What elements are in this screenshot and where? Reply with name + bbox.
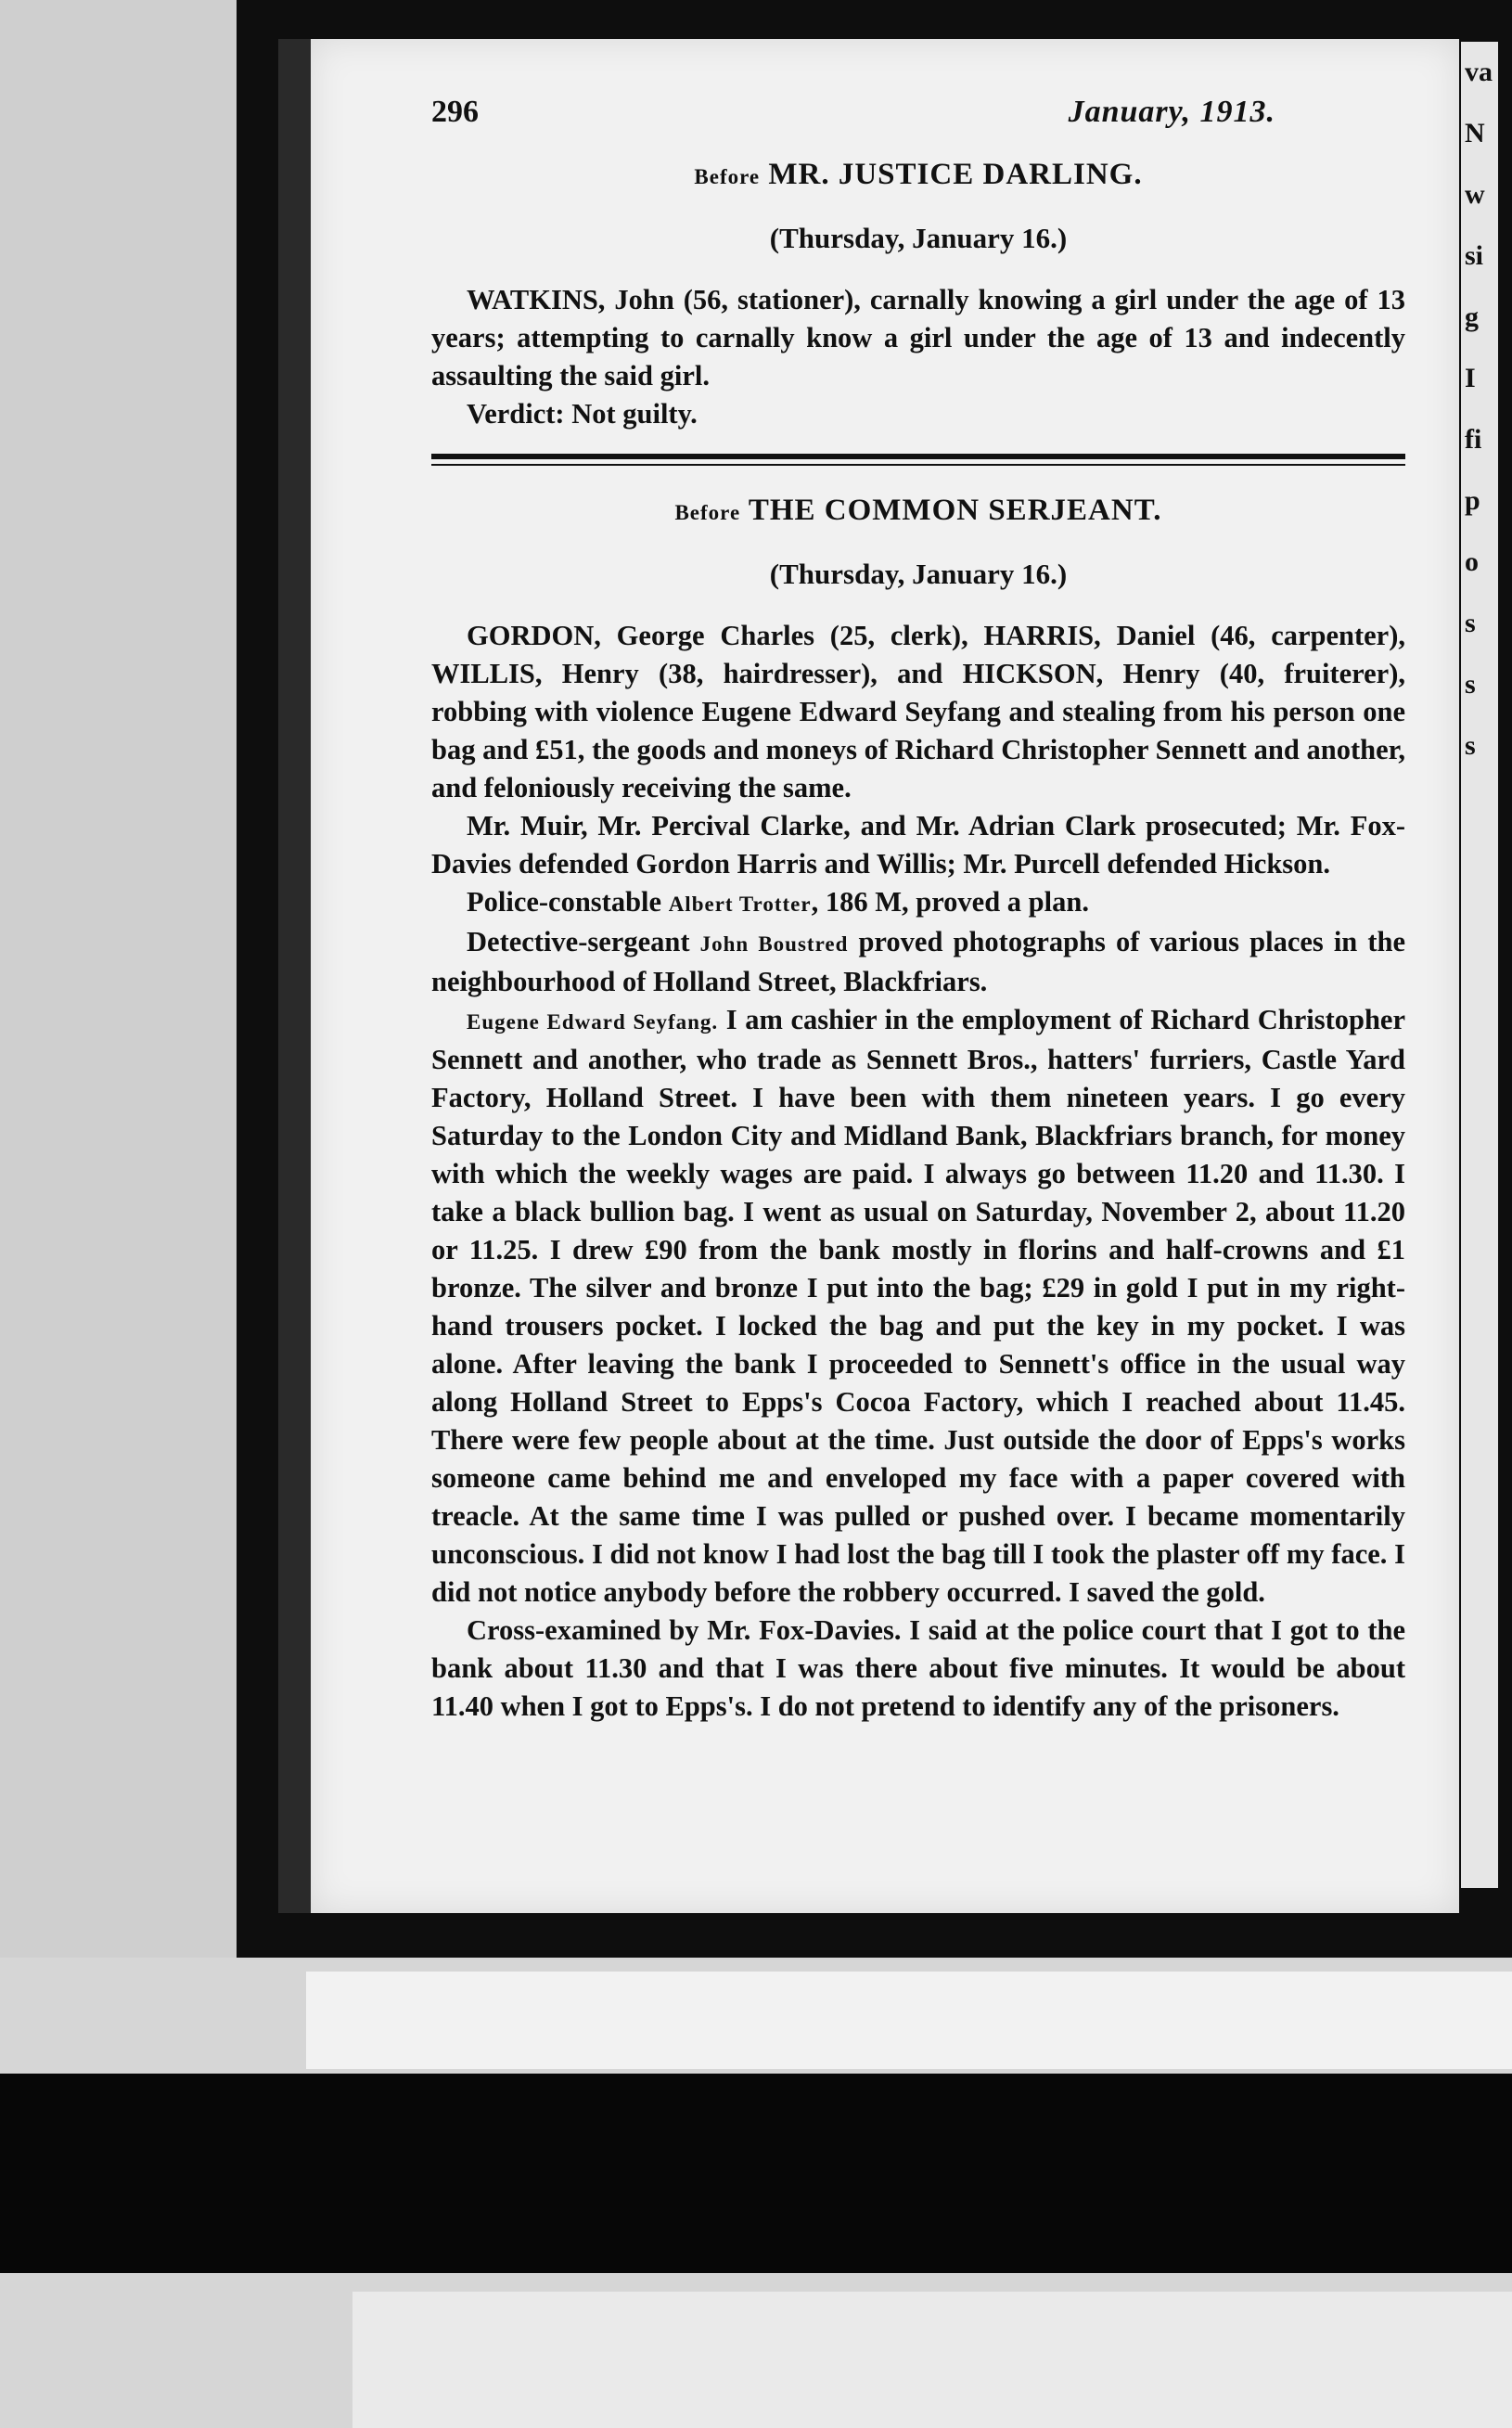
film-band-lower	[352, 2292, 1512, 2428]
page-number: 296	[431, 95, 479, 129]
court-heading-2	[431, 494, 1405, 528]
facing-page-fragment: w	[1465, 179, 1485, 210]
judge-name: MR. JUSTICE DARLING.	[768, 158, 1143, 191]
page-text-block	[431, 95, 1405, 1726]
witness-name: Albert Trotter	[668, 893, 812, 916]
sitting-date-2: (Thursday, January 16.)	[769, 558, 1068, 590]
before-label: Before	[674, 501, 741, 524]
facing-page-fragment: fi	[1465, 424, 1482, 455]
witness-rank: Detective-sergeant	[467, 926, 690, 957]
witness-paragraph	[431, 923, 1405, 1001]
facing-page-edge	[1461, 42, 1498, 1888]
section-divider	[431, 454, 1405, 466]
testimony-text: I am cashier in the employment of Richard Christopher Sennett and another, who trade as Sennett Bros., hatters' furriers, Castle Yard Factory, Holland Street. I have been with them nineteen years. I go every Saturday to the London City and Midland Bank, Blackfriars branch, for money with which the weekly wages are paid. I always go between 11.20 and 11.30. I take a black bullion bag. I went as usual on Saturday, November 2, about 11.20 or 11.25. I drew £90 from the bank mostly in florins and half-crowns and £1 bronze. The silver and bronze I put into the bag; £29 in gold I put in my right-hand trousers pocket. I locked the bag and put the key in my pocket. I was alone. After leaving the bank I proceeded to Sennett's office in the usual way along Holland Street to Epps's Cocoa Factory, which I reached about 11.45. There were few people about at the time. Just outside the door of Epps's works someone came behind me and enveloped my face with a paper covered with treacle. At the same time I was pulled or pushed over. I became momentarily unconscious. I did not know I had lost the bag till I took the plaster off my face. I did not notice anybody before the robbery occurred. I saved the gold.	[431, 1004, 1405, 1608]
book-page	[311, 39, 1459, 1913]
facing-page-fragment: p	[1465, 485, 1480, 516]
court-heading-1	[431, 158, 1405, 192]
sitting-date-1: (Thursday, January 16.)	[769, 222, 1068, 254]
judge-name: THE COMMON SERJEANT.	[748, 494, 1162, 527]
case-summary-2: GORDON, George Charles (25, clerk), HARRIS, Daniel (46, carpenter), WILLIS, Henry (38, hairdresser), and HICKSON, Henry (40, fruiterer), robbing with violence Eugene Edward Seyfang and stealing from his person one bag and £51, the goods and moneys of Richard Christopher Sennett and another, and feloniously receiving the same.	[431, 620, 1405, 803]
counsel-paragraph: Mr. Muir, Mr. Percival Clarke, and Mr. Adrian Clark prosecuted; Mr. Fox-Davies defended Gordon Harris and Willis; Mr. Purcell defended Hickson.	[431, 810, 1405, 880]
witness-rank: Police-constable	[467, 886, 662, 918]
facing-page-fragment: N	[1465, 118, 1485, 148]
witness-testimony	[431, 1001, 1405, 1612]
witness-name: Eugene Edward Seyfang.	[467, 1010, 719, 1034]
running-header	[431, 95, 1405, 130]
facing-page-fragment: va	[1465, 57, 1493, 87]
cross-examination: Cross-examined by Mr. Fox-Davies. I said at the police court that I got to the bank about 11.30 and that I was there about five minutes. It would be about 11.40 when I got to Epps's. I do not pretend to identify any of the prisoners.	[431, 1614, 1405, 1722]
book-spine-shadow	[278, 39, 311, 1913]
film-band-dark	[0, 2074, 1512, 2273]
facing-page-fragment: si	[1465, 240, 1484, 271]
facing-page-fragment: s	[1465, 608, 1476, 638]
facing-page-fragment: s	[1465, 730, 1476, 761]
witness-text: , 186 M, proved a plan.	[811, 886, 1089, 918]
facing-page-fragment: s	[1465, 669, 1476, 700]
witness-text: proved photographs of various places in the neighbourhood of Holland Street, Blackfriars.	[431, 926, 1406, 997]
before-label: Before	[694, 165, 761, 188]
verdict: Verdict: Not guilty.	[467, 398, 698, 430]
facing-page-fragment: o	[1465, 546, 1479, 577]
film-band-light	[306, 1972, 1512, 2069]
facing-page-fragment: I	[1465, 363, 1476, 393]
case-summary-1: WATKINS, John (56, stationer), carnally knowing a girl under the age of 13 years; attempting to carnally know a girl under the age of 13 and indecently assaulting the said girl.	[431, 284, 1405, 392]
witness-paragraph	[431, 883, 1405, 923]
witness-name: John Boustred	[699, 932, 849, 956]
facing-page-fragment: g	[1465, 302, 1479, 332]
running-date: January, 1913.	[1068, 95, 1275, 129]
